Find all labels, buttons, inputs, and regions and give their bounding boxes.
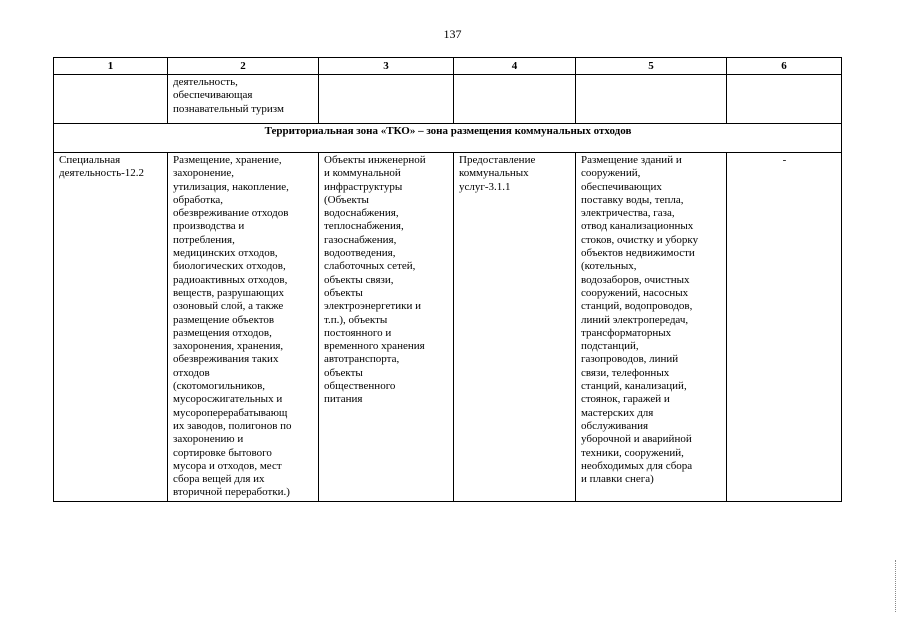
header-col-4: 4: [454, 58, 576, 75]
row-cell-aux-description: Размещение зданий и сооружений, обеспечивающих поставку воды, тепла, электричества, газа, отвод канализационных стоков, очистку и уборку объектов недвижимости (котельных, водозаборов, очистных сооружений, насосных станций, водопроводов, линий электропередач, трансформаторных подстанций, газопроводов, линий связи, телефонных станций, канализаций, стоянок, гаражей и мастерских для обслуживания уборочной и аварийной техники, сооружений, необходимых для сбора и плавки снега): [576, 153, 727, 502]
table-row: [54, 153, 842, 502]
continuation-cell-6: [727, 75, 842, 124]
continuation-cell-1: [54, 75, 168, 124]
continuation-cell-4: [454, 75, 576, 124]
scan-edge-mark: [895, 560, 899, 612]
header-col-1: 1: [54, 58, 168, 75]
header-col-3: 3: [319, 58, 454, 75]
continuation-row: [54, 75, 842, 124]
row-cell-notes: -: [727, 153, 842, 502]
continuation-cell-5: [576, 75, 727, 124]
continuation-cell-3: [319, 75, 454, 124]
row-cell-aux-use: Предоставление коммунальных услуг-3.1.1: [454, 153, 576, 502]
row-cell-description: Размещение, хранение, захоронение, утилизация, накопление, обработка, обезвреживание отходов производства и потребления, медицинских отходов, биологических отходов, радиоактивных отходов, веществ, разрушающих озоновый слой, а также размещение объектов размещения отходов, захоронения, хранения, обезвреживания таких отходов (скотомогильников, мусоросжигательных и мусороперерабатывающ их заводов, полигонов по захоронению и сортировке бытового мусора и отходов, мест сбора вещей для их вторичной переработки.): [168, 153, 319, 502]
header-col-5: 5: [576, 58, 727, 75]
header-col-2: 2: [168, 58, 319, 75]
continuation-cell-2: деятельность, обеспечивающая познавательный туризм: [168, 75, 319, 124]
row-cell-objects: Объекты инженерной и коммунальной инфраструктуры (Объекты водоснабжения, теплоснабжения, газоснабжения, водоотведения, слаботочных сетей, объекты связи, объекты электроэнергетики и т.п.), объекты постоянного и временного хранения автотранспорта, объекты общественного питания: [319, 153, 454, 502]
header-col-6: 6: [727, 58, 842, 75]
zoning-table: [53, 57, 842, 502]
page-number: 137: [443, 27, 462, 41]
row-cell-activity: Специальная деятельность-12.2: [54, 153, 168, 502]
zone-title-row: [54, 124, 842, 153]
zone-title: Территориальная зона «ТКО» – зона размещения коммунальных отходов: [54, 124, 842, 153]
header-row: [54, 58, 842, 75]
